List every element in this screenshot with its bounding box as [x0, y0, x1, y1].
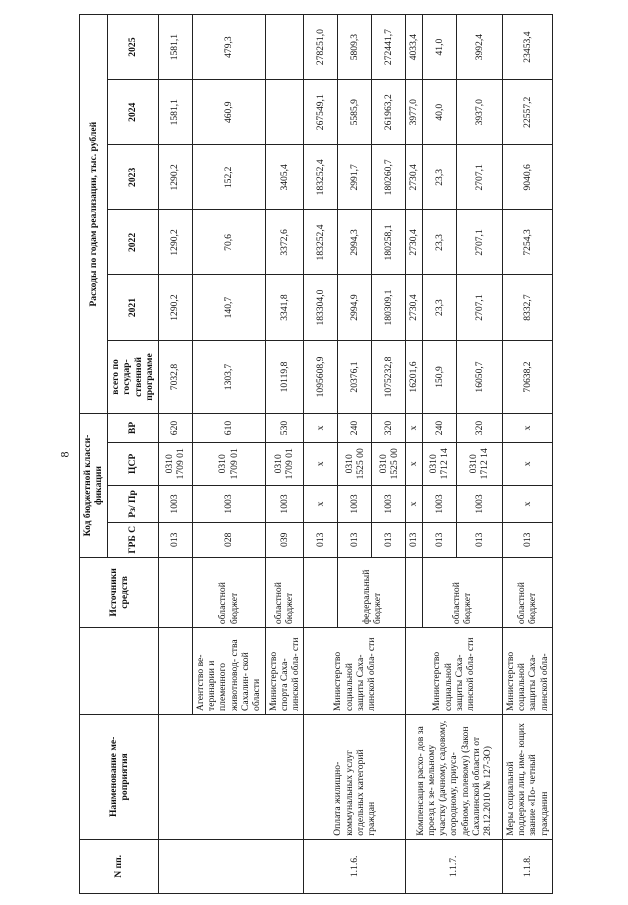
row-2023: 2707,1 [456, 145, 502, 210]
row-2022: 3372,6 [265, 210, 304, 275]
row-2022: 2994,3 [338, 210, 372, 275]
row-2023: 180260,7 [372, 145, 406, 210]
row-executor: Министерство социальной защиты Саха- линской обла- сти [406, 628, 502, 715]
page-number: 8 [57, 451, 72, 458]
row-2024: 5585,9 [338, 80, 372, 145]
row-rzpr: 1003 [158, 486, 192, 523]
row-vr: 620 [158, 414, 192, 442]
header-n: N пп. [80, 839, 159, 893]
row-source [158, 557, 192, 628]
row-vr: 320 [372, 414, 406, 442]
row-total: 1075232,8 [372, 340, 406, 414]
row-csr: х [406, 442, 422, 485]
row-2025: 4033,4 [406, 15, 422, 80]
row-2021: 180309,1 [372, 275, 406, 340]
row-2022: 1290,2 [158, 210, 192, 275]
row-executor: Министерство социальной защиты Саха- линской обла- сти [304, 628, 406, 715]
row-csr: 0310 1525 00 [372, 442, 406, 485]
row-vr: 530 [265, 414, 304, 442]
row-name: Меры социальной поддержки лиц, име- ющих звание «По- четный гражданин [502, 714, 552, 839]
row-vr: 610 [192, 414, 265, 442]
row-csr: 0310 1709 01 [265, 442, 304, 485]
row-2025: 41,0 [422, 15, 456, 80]
row-2025: 1581,1 [158, 15, 192, 80]
row-2021: 3341,8 [265, 275, 304, 340]
row-name: Компенсация расхо- дов за проезд к зе- мельному участку (дачному, садовому, огородному, приуса- дебному, полевому) (Закон Сахалинской области от 28.12.2010 № 127-ЗО) [406, 714, 502, 839]
row-number: 1.1.6. [304, 839, 406, 893]
row-2021: 8332,7 [502, 275, 552, 340]
row-2022: 70,6 [192, 210, 265, 275]
row-executor: Агентство ве- теринарии и племенного животновод- ства Сахалин- ской области [192, 628, 265, 715]
row-csr: х [304, 442, 338, 485]
row-total: 16201,6 [406, 340, 422, 414]
row-2024: 1581,1 [158, 80, 192, 145]
row-2025: 5809,3 [338, 15, 372, 80]
row-rzpr: 1003 [422, 486, 456, 523]
row-2021: 2707,1 [456, 275, 502, 340]
row-vr: х [406, 414, 422, 442]
header-2023: 2023 [107, 145, 158, 210]
header-name: Наименование ме- роприятия [80, 714, 159, 839]
row-total: 10119,8 [265, 340, 304, 414]
row-source [304, 557, 338, 628]
row-vr: 320 [456, 414, 502, 442]
row-total: 20376,1 [338, 340, 372, 414]
row-vr: 240 [422, 414, 456, 442]
row-2023: 9040,6 [502, 145, 552, 210]
row-source: областной бюджет [422, 557, 502, 628]
row-rzpr: 1003 [456, 486, 502, 523]
header-total: всего по государ- ственной программе [107, 340, 158, 414]
row-grbs: 013 [338, 522, 372, 557]
row-2022: 23,3 [422, 210, 456, 275]
row-2021: 140,7 [192, 275, 265, 340]
row-2025: 272441,7 [372, 15, 406, 80]
row-2025 [265, 15, 304, 80]
row-2025: 479,3 [192, 15, 265, 80]
table-row [158, 15, 192, 894]
row-rzpr: 1003 [338, 486, 372, 523]
table-row [406, 15, 422, 894]
row-grbs: 013 [456, 522, 502, 557]
row-2023: 183252,4 [304, 145, 338, 210]
row-2023: 2730,4 [406, 145, 422, 210]
row-grbs: 013 [372, 522, 406, 557]
row-2021: 2730,4 [406, 275, 422, 340]
row-vr: х [502, 414, 552, 442]
row-grbs: 013 [304, 522, 338, 557]
row-2025: 278251,0 [304, 15, 338, 80]
row-grbs: 013 [406, 522, 422, 557]
row-name [158, 714, 304, 839]
header-code-group: Код бюджетной класси- фикации [80, 414, 108, 557]
row-2021: 2994,9 [338, 275, 372, 340]
row-csr: 0310 1712 14 [456, 442, 502, 485]
row-source: областной бюджет [265, 557, 304, 628]
row-2022: 183252,4 [304, 210, 338, 275]
header-executor [80, 628, 159, 715]
row-vr: х [304, 414, 338, 442]
row-csr: 0310 1709 01 [158, 442, 192, 485]
row-2024: 267549,1 [304, 80, 338, 145]
row-grbs: 013 [158, 522, 192, 557]
row-source: федеральный бюджет [338, 557, 406, 628]
row-vr: 240 [338, 414, 372, 442]
row-2021: 183304,0 [304, 275, 338, 340]
row-2024 [265, 80, 304, 145]
row-number: 1.1.8. [502, 839, 552, 893]
row-name: Оплата жилищно- коммунальных услуг отдельных категорий граждан [304, 714, 406, 839]
row-grbs: 013 [502, 522, 552, 557]
row-source [406, 557, 422, 628]
row-2022: 2730,4 [406, 210, 422, 275]
row-rzpr: х [304, 486, 338, 523]
row-2023: 1290,2 [158, 145, 192, 210]
table-row [304, 15, 338, 894]
header-csr: ЦСР [107, 442, 158, 485]
row-2024: 22557,2 [502, 80, 552, 145]
row-2022: 7254,3 [502, 210, 552, 275]
row-2021: 23,3 [422, 275, 456, 340]
row-total: 1303,7 [192, 340, 265, 414]
row-executor [158, 628, 192, 715]
row-2023: 152,2 [192, 145, 265, 210]
row-number: 1.1.7. [406, 839, 502, 893]
row-rzpr: х [406, 486, 422, 523]
row-csr: 0310 1525 00 [338, 442, 372, 485]
header-2025: 2025 [107, 15, 158, 80]
header-grbs: ГРБ С [107, 522, 158, 557]
row-total: 70638,2 [502, 340, 552, 414]
header-expenses-group: Расходы по годам реализации, тыс. рублей [80, 15, 108, 414]
row-2024: 40,0 [422, 80, 456, 145]
row-2022: 2707,1 [456, 210, 502, 275]
row-total: 7032,8 [158, 340, 192, 414]
row-grbs: 028 [192, 522, 265, 557]
row-source: областной бюджет [192, 557, 265, 628]
row-grbs: 039 [265, 522, 304, 557]
row-2021: 1290,2 [158, 275, 192, 340]
table-row [502, 15, 552, 894]
row-rzpr: 1003 [192, 486, 265, 523]
row-2025: 3992,4 [456, 15, 502, 80]
row-rzpr: 1003 [265, 486, 304, 523]
rotated-table-page [79, 14, 619, 894]
row-grbs: 013 [422, 522, 456, 557]
row-2024: 3937,0 [456, 80, 502, 145]
row-2023: 2991,7 [338, 145, 372, 210]
header-vr: ВР [107, 414, 158, 442]
row-number [158, 839, 304, 893]
row-total: 150,9 [422, 340, 456, 414]
header-2022: 2022 [107, 210, 158, 275]
row-2023: 3405,4 [265, 145, 304, 210]
row-csr: 0310 1709 01 [192, 442, 265, 485]
row-2024: 261963,2 [372, 80, 406, 145]
row-total: 1095608,9 [304, 340, 338, 414]
header-2024: 2024 [107, 80, 158, 145]
row-2024: 460,9 [192, 80, 265, 145]
row-csr: х [502, 442, 552, 485]
row-2024: 3977,0 [406, 80, 422, 145]
row-executor: Министерство спорта Саха- линской обла- сти [265, 628, 304, 715]
budget-table [79, 14, 553, 894]
row-2023: 23,3 [422, 145, 456, 210]
header-2021: 2021 [107, 275, 158, 340]
row-source: областной бюджет [502, 557, 552, 628]
row-csr: 0310 1712 14 [422, 442, 456, 485]
header-rzpr: Рз/ Пр [107, 486, 158, 523]
row-rzpr: х [502, 486, 552, 523]
row-2022: 180258,1 [372, 210, 406, 275]
row-2025: 23453,4 [502, 15, 552, 80]
row-executor: Министерство социальной защиты Саха- линской обла- [502, 628, 552, 715]
row-total: 16050,7 [456, 340, 502, 414]
header-source: Источники средств [80, 557, 159, 628]
row-rzpr: 1003 [372, 486, 406, 523]
